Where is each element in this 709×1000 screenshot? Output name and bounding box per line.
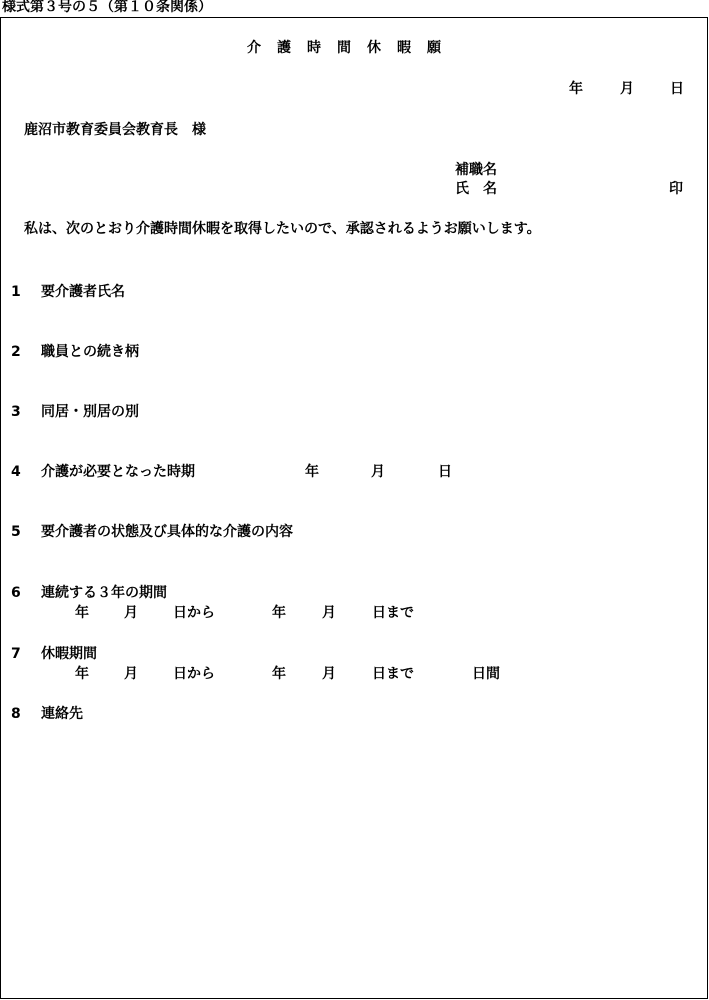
item-7-label: 休暇期間 bbox=[41, 646, 97, 662]
item-6-to-year: 年 bbox=[272, 605, 286, 621]
item-6-to-day: 日まで bbox=[372, 605, 414, 621]
item-6-label: 連続する３年の期間 bbox=[41, 585, 167, 601]
date-day-label: 日 bbox=[670, 81, 684, 97]
name-label: 氏 名 bbox=[455, 181, 497, 197]
item-8-label: 連絡先 bbox=[41, 706, 83, 722]
form-title: 介護時間休暇願 bbox=[247, 40, 457, 56]
item-7-days-label: 日間 bbox=[472, 666, 500, 682]
item-4-day-label: 日 bbox=[438, 464, 452, 480]
item-6-from-year: 年 bbox=[75, 605, 89, 621]
seal-mark: 印 bbox=[669, 181, 683, 197]
item-7-to-day: 日まで bbox=[372, 666, 414, 682]
item-1-number: 1 bbox=[11, 284, 21, 300]
item-7-number: 7 bbox=[11, 646, 21, 662]
item-4-month-label: 月 bbox=[371, 464, 385, 480]
position-label: 補職名 bbox=[455, 162, 497, 178]
item-3-number: 3 bbox=[11, 404, 21, 420]
item-4-year-label: 年 bbox=[305, 464, 319, 480]
item-6-number: 6 bbox=[11, 585, 21, 601]
item-7-from-day: 日から bbox=[173, 666, 215, 682]
item-7-from-year: 年 bbox=[75, 666, 89, 682]
item-5-label: 要介護者の状態及び具体的な介護の内容 bbox=[41, 524, 293, 540]
item-6-from-month: 月 bbox=[124, 605, 138, 621]
item-7-to-month: 月 bbox=[322, 666, 336, 682]
request-statement: 私は、次のとおり介護時間休暇を取得したいので、承認されるようお願いします。 bbox=[24, 221, 541, 237]
item-6-from-day: 日から bbox=[173, 605, 215, 621]
item-8-number: 8 bbox=[11, 706, 21, 722]
date-month-label: 月 bbox=[620, 81, 634, 97]
item-4-label: 介護が必要となった時期 bbox=[41, 464, 195, 480]
item-7-to-year: 年 bbox=[272, 666, 286, 682]
date-year-label: 年 bbox=[569, 81, 583, 97]
addressee: 鹿沼市教育委員会教育長 様 bbox=[24, 122, 206, 138]
item-1-label: 要介護者氏名 bbox=[41, 284, 125, 300]
item-5-number: 5 bbox=[11, 524, 21, 540]
item-4-number: 4 bbox=[11, 464, 21, 480]
form-border bbox=[0, 17, 708, 999]
item-3-label: 同居・別居の別 bbox=[41, 404, 139, 420]
form-number: 様式第３号の５（第１０条関係） bbox=[2, 0, 212, 15]
item-7-from-month: 月 bbox=[124, 666, 138, 682]
item-2-number: 2 bbox=[11, 344, 21, 360]
item-6-to-month: 月 bbox=[322, 605, 336, 621]
item-2-label: 職員との続き柄 bbox=[41, 344, 139, 360]
